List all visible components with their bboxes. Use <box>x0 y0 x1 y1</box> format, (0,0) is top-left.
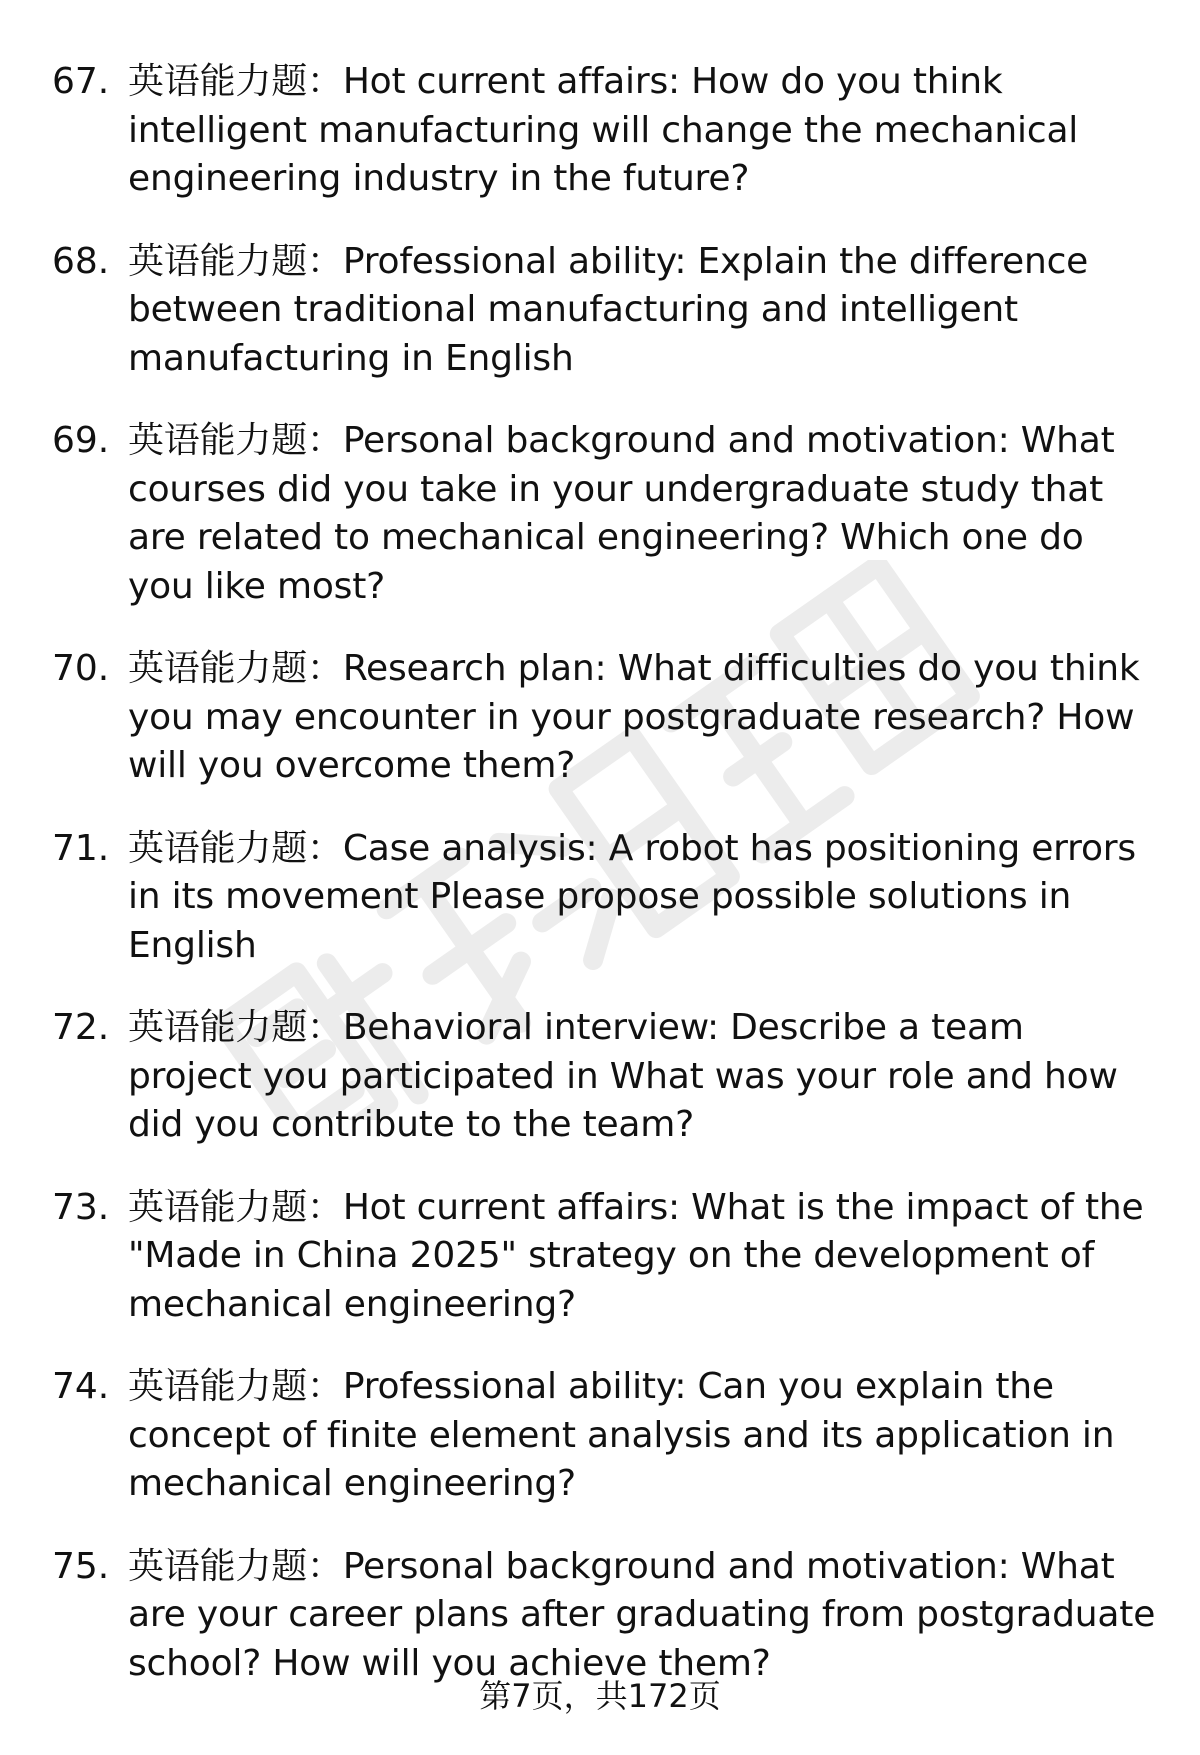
question-text: Personal background and motivation: What courses did you take in your undergraduate study that are related to mechanical engineering? Which one do you like most? <box>128 420 1115 607</box>
question-tag: 英语能力题： <box>128 1186 343 1228</box>
question-body <box>128 1543 1158 1689</box>
question-number: 69. <box>52 420 110 461</box>
question-text: Hot current affairs: How do you think intelligent manufacturing will change the mechanical engineering industry in the future? <box>128 61 1079 199</box>
question-tag: 英语能力题： <box>128 1545 343 1587</box>
question-item <box>0 1543 1200 1689</box>
question-number: 71. <box>52 827 110 869</box>
question-body <box>128 1184 1158 1330</box>
question-text: Case analysis: A robot has positioning errors in its movement Please propose possible solutions in English <box>128 827 1136 966</box>
question-item <box>0 1184 1200 1330</box>
question-number: 74. <box>52 1366 110 1407</box>
question-body <box>128 417 1158 611</box>
question-item <box>0 1004 1200 1150</box>
question-item <box>0 417 1200 611</box>
question-number: 67. <box>52 61 110 102</box>
question-body <box>128 1363 1158 1509</box>
question-number: 75. <box>52 1545 110 1587</box>
question-text: Research plan: What difficulties do you think you may encounter in your postgraduate research? How will you overcome them? <box>128 648 1140 786</box>
question-text: Professional ability: Explain the difference between traditional manufacturing and intelligent manufacturing in English <box>128 240 1089 379</box>
question-body <box>128 645 1158 791</box>
question-text: Professional ability: Can you explain the concept of finite element analysis and its application in mechanical engineering? <box>128 1366 1115 1504</box>
question-number: 72. <box>52 1007 110 1048</box>
page-number-label: 第7页，共172页 <box>479 1677 721 1715</box>
question-item <box>0 825 1200 971</box>
question-item <box>0 238 1200 384</box>
question-item <box>0 58 1200 204</box>
question-tag: 英语能力题： <box>128 648 343 689</box>
question-body <box>128 238 1158 384</box>
question-tag: 英语能力题： <box>128 1007 343 1048</box>
question-body <box>128 58 1158 204</box>
question-item <box>0 1363 1200 1509</box>
question-number: 73. <box>52 1186 110 1228</box>
question-tag: 英语能力题： <box>128 240 343 282</box>
question-number: 70. <box>52 648 110 689</box>
page-footer <box>0 1676 1200 1716</box>
question-text: Hot current affairs: What is the impact of the "Made in China 2025" strategy on the development of mechanical engineering? <box>128 1186 1144 1325</box>
question-tag: 英语能力题： <box>128 61 343 102</box>
question-list <box>0 58 1200 1722</box>
question-item <box>0 645 1200 791</box>
question-tag: 英语能力题： <box>128 827 343 869</box>
question-text: Behavioral interview: Describe a team project you participated in What was your role and how did you contribute to the team? <box>128 1007 1118 1145</box>
question-body <box>128 1004 1158 1150</box>
question-body <box>128 825 1158 971</box>
question-tag: 英语能力题： <box>128 420 343 461</box>
question-number: 68. <box>52 240 110 282</box>
question-text: Personal background and motivation: What are your career plans after graduating from postgraduate school? How will you achieve them? <box>128 1545 1156 1684</box>
question-tag: 英语能力题： <box>128 1366 343 1407</box>
